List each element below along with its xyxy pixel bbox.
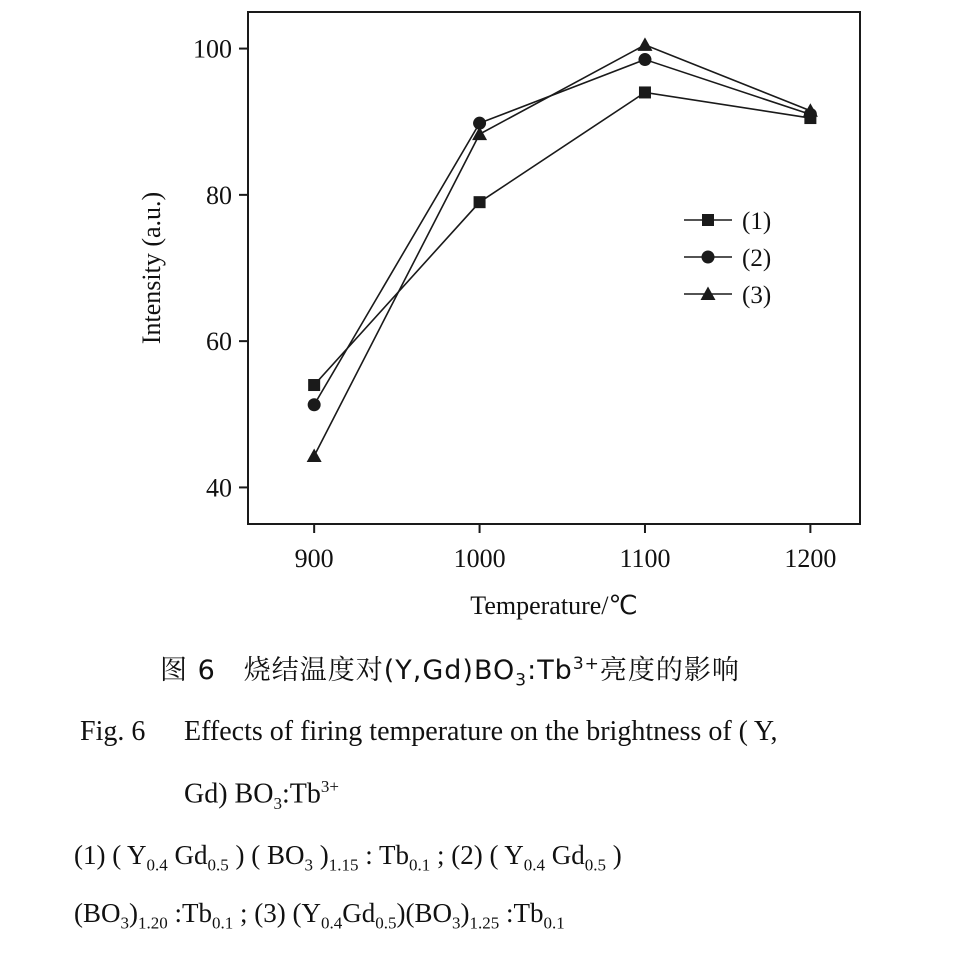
figure-label: Fig. 6 [80, 716, 146, 747]
legend-label-2: (2) [742, 245, 772, 272]
series-1-point-1100 [639, 86, 651, 98]
caption-note-line2: $(BO_3)_{1.20}$ $:Tb_{0.1}$ ; (3) $(Y_{0.4}Gd_{0.5})(BO_3)_{1.25}$ $:Tb_{0.1}$ [74, 898, 565, 933]
y-tick-label-40: 40 [206, 473, 232, 503]
x-tick-label-1000: 1000 [453, 544, 506, 573]
x-tick-label-1100: 1100 [619, 544, 671, 573]
legend-label-1: (1) [742, 208, 772, 235]
series-1-point-900 [308, 379, 320, 391]
series-3-point-900 [307, 448, 322, 462]
series-1-point-1000 [474, 196, 486, 208]
caption-chinese: 图 6 烧结温度对$(Y,Gd)BO_3:Tb^{3+}$亮度的影响 [160, 654, 740, 691]
series-line-1 [314, 92, 810, 385]
x-axis-label: Temperature/℃ [470, 591, 638, 620]
caption-english-continued: Gd) $BO_3:Tb^{3+}$ [184, 777, 339, 813]
series-2-point-900 [308, 398, 321, 411]
caption-note-line1: (1) ( $Y_{0.4}$ $Gd_{0.5}$ ) ( $BO_3$ )$_{1.15}$ : $Tb_{0.1}$ ; (2) ( $Y_{0.4}$ $Gd_{0.5}$ ) [74, 840, 622, 875]
series-3-point-1100 [637, 37, 652, 51]
legend-marker-2 [702, 251, 715, 264]
legend-marker-1 [702, 214, 714, 226]
y-tick-label-100: 100 [193, 34, 232, 64]
series-2-point-1100 [638, 53, 651, 66]
x-tick-label-900: 900 [294, 544, 334, 573]
y-tick-label-60: 60 [206, 327, 232, 357]
legend-label-3: (3) [742, 282, 772, 309]
series-3-point-1200 [803, 103, 818, 117]
caption-english: Fig. 6 Effects of firing temperature on the brightness of ( Y, [80, 716, 778, 747]
x-tick-label-1200: 1200 [784, 544, 837, 573]
y-tick-label-80: 80 [206, 180, 232, 210]
series-line-2 [314, 60, 810, 405]
y-axis-label: Intensity (a.u.) [137, 191, 166, 345]
